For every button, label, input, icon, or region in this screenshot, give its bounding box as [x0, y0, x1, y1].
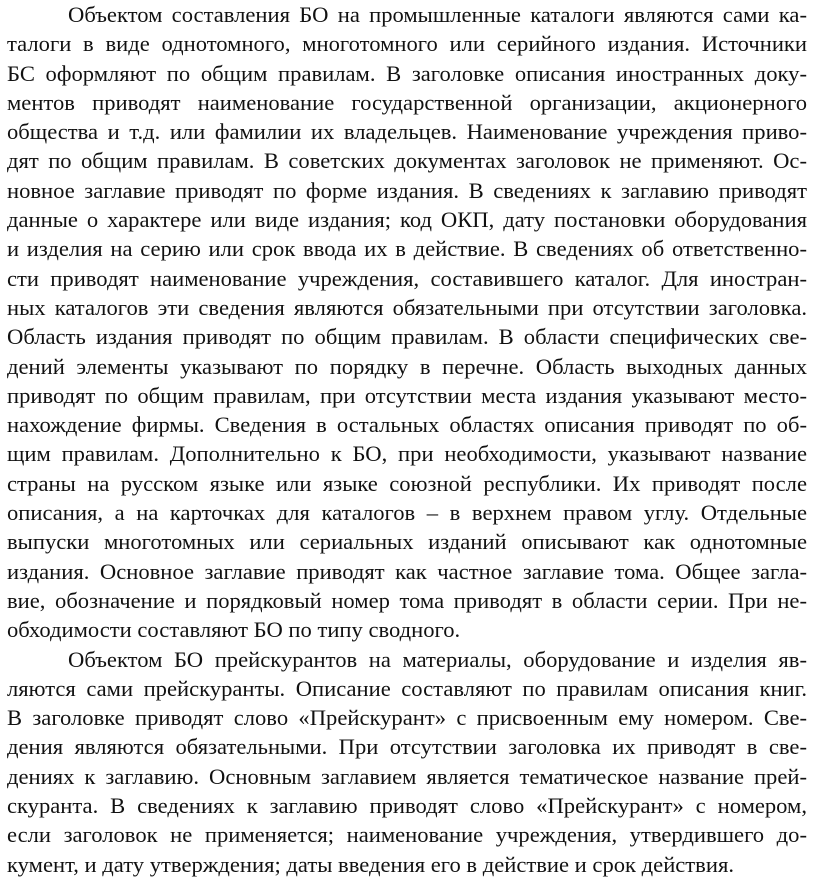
text-line: и изделия на серию или срок ввода их в действие. В сведениях об ответственно-	[7, 236, 807, 262]
text-line: новное заглавие приводят по форме издания. В сведениях к заглавию приводят	[7, 177, 807, 203]
text-line: вие, обозначение и порядковый номер тома приводят в области серии. При не-	[7, 587, 807, 613]
text-line: щим правилам. Дополнительно к БО, при необходимости, указывают название	[7, 441, 807, 467]
paragraph-catalogs	[7, 0, 807, 645]
document-page	[7, 0, 807, 879]
text-line: выпуски многотомных или сериальных изданий описывают как однотомные	[7, 529, 807, 555]
text-line: издания. Основное заглавие приводят как частное заглавие тома. Общее загла-	[7, 558, 807, 584]
text-line: общества и т.д. или фамилии их владельцев. Наименование учреждения приво-	[7, 119, 807, 145]
text-line: описания, а на карточках для каталогов – в верхнем правом углу. Отдельные	[7, 500, 807, 526]
text-line: Объектом БО прейскурантов на материалы, оборудование и изделия яв-	[68, 646, 807, 672]
text-line: талоги в виде однотомного, многотомного или серийного издания. Источники	[7, 31, 807, 57]
text-line: данные о характере или виде издания; код ОКП, дату постановки оборудования	[7, 207, 807, 233]
text-line: скуранта. В сведениях к заглавию приводят слово «Прейскурант» с номером,	[7, 793, 807, 819]
text-line: БС оформляют по общим правилам. В заголовке описания иностранных доку-	[7, 60, 807, 86]
text-line: ляются сами прейскуранты. Описание составляют по правилам описания книг.	[7, 675, 807, 701]
text-line: дят по общим правилам. В советских документах заголовок не применяют. Ос-	[7, 148, 807, 174]
text-line: дений элементы указывают по порядку в перечне. Область выходных данных	[7, 353, 807, 379]
text-line: приводят по общим правилам, при отсутствии места издания указывают место-	[7, 382, 807, 408]
text-line: Объектом составления БО на промышленные каталоги являются сами ка-	[68, 2, 807, 27]
text-line: В заголовке приводят слово «Прейскурант» с присвоенным ему номером. Све-	[7, 705, 807, 731]
text-line: страны на русском языке или языке союзной республики. Их приводят после	[7, 470, 807, 496]
text-line: кумент, и дату утверждения; даты введения его в действие и срок действия.	[7, 851, 734, 877]
text-line: нахождение фирмы. Сведения в остальных областях описания приводят по об-	[7, 412, 807, 438]
text-line: Область издания приводят по общим правилам. В области специфических све-	[7, 324, 807, 350]
text-line: сти приводят наименование учреждения, составившего каталог. Для иностран-	[7, 265, 807, 291]
text-line: дения являются обязательными. При отсутствии заголовка их приводят в све-	[7, 734, 807, 760]
text-line: если заголовок не применяется; наименование учреждения, утвердившего до-	[7, 822, 807, 848]
text-line: обходимости составляют БО по типу сводного.	[7, 617, 461, 643]
text-line: дениях к заглавию. Основным заглавием является тематическое название прей-	[7, 763, 807, 789]
text-line: ментов приводят наименование государственной организации, акционерного	[7, 89, 807, 115]
paragraph-price-lists	[7, 645, 807, 879]
text-line: ных каталогов эти сведения являются обязательными при отсутствии заголовка.	[7, 294, 807, 320]
